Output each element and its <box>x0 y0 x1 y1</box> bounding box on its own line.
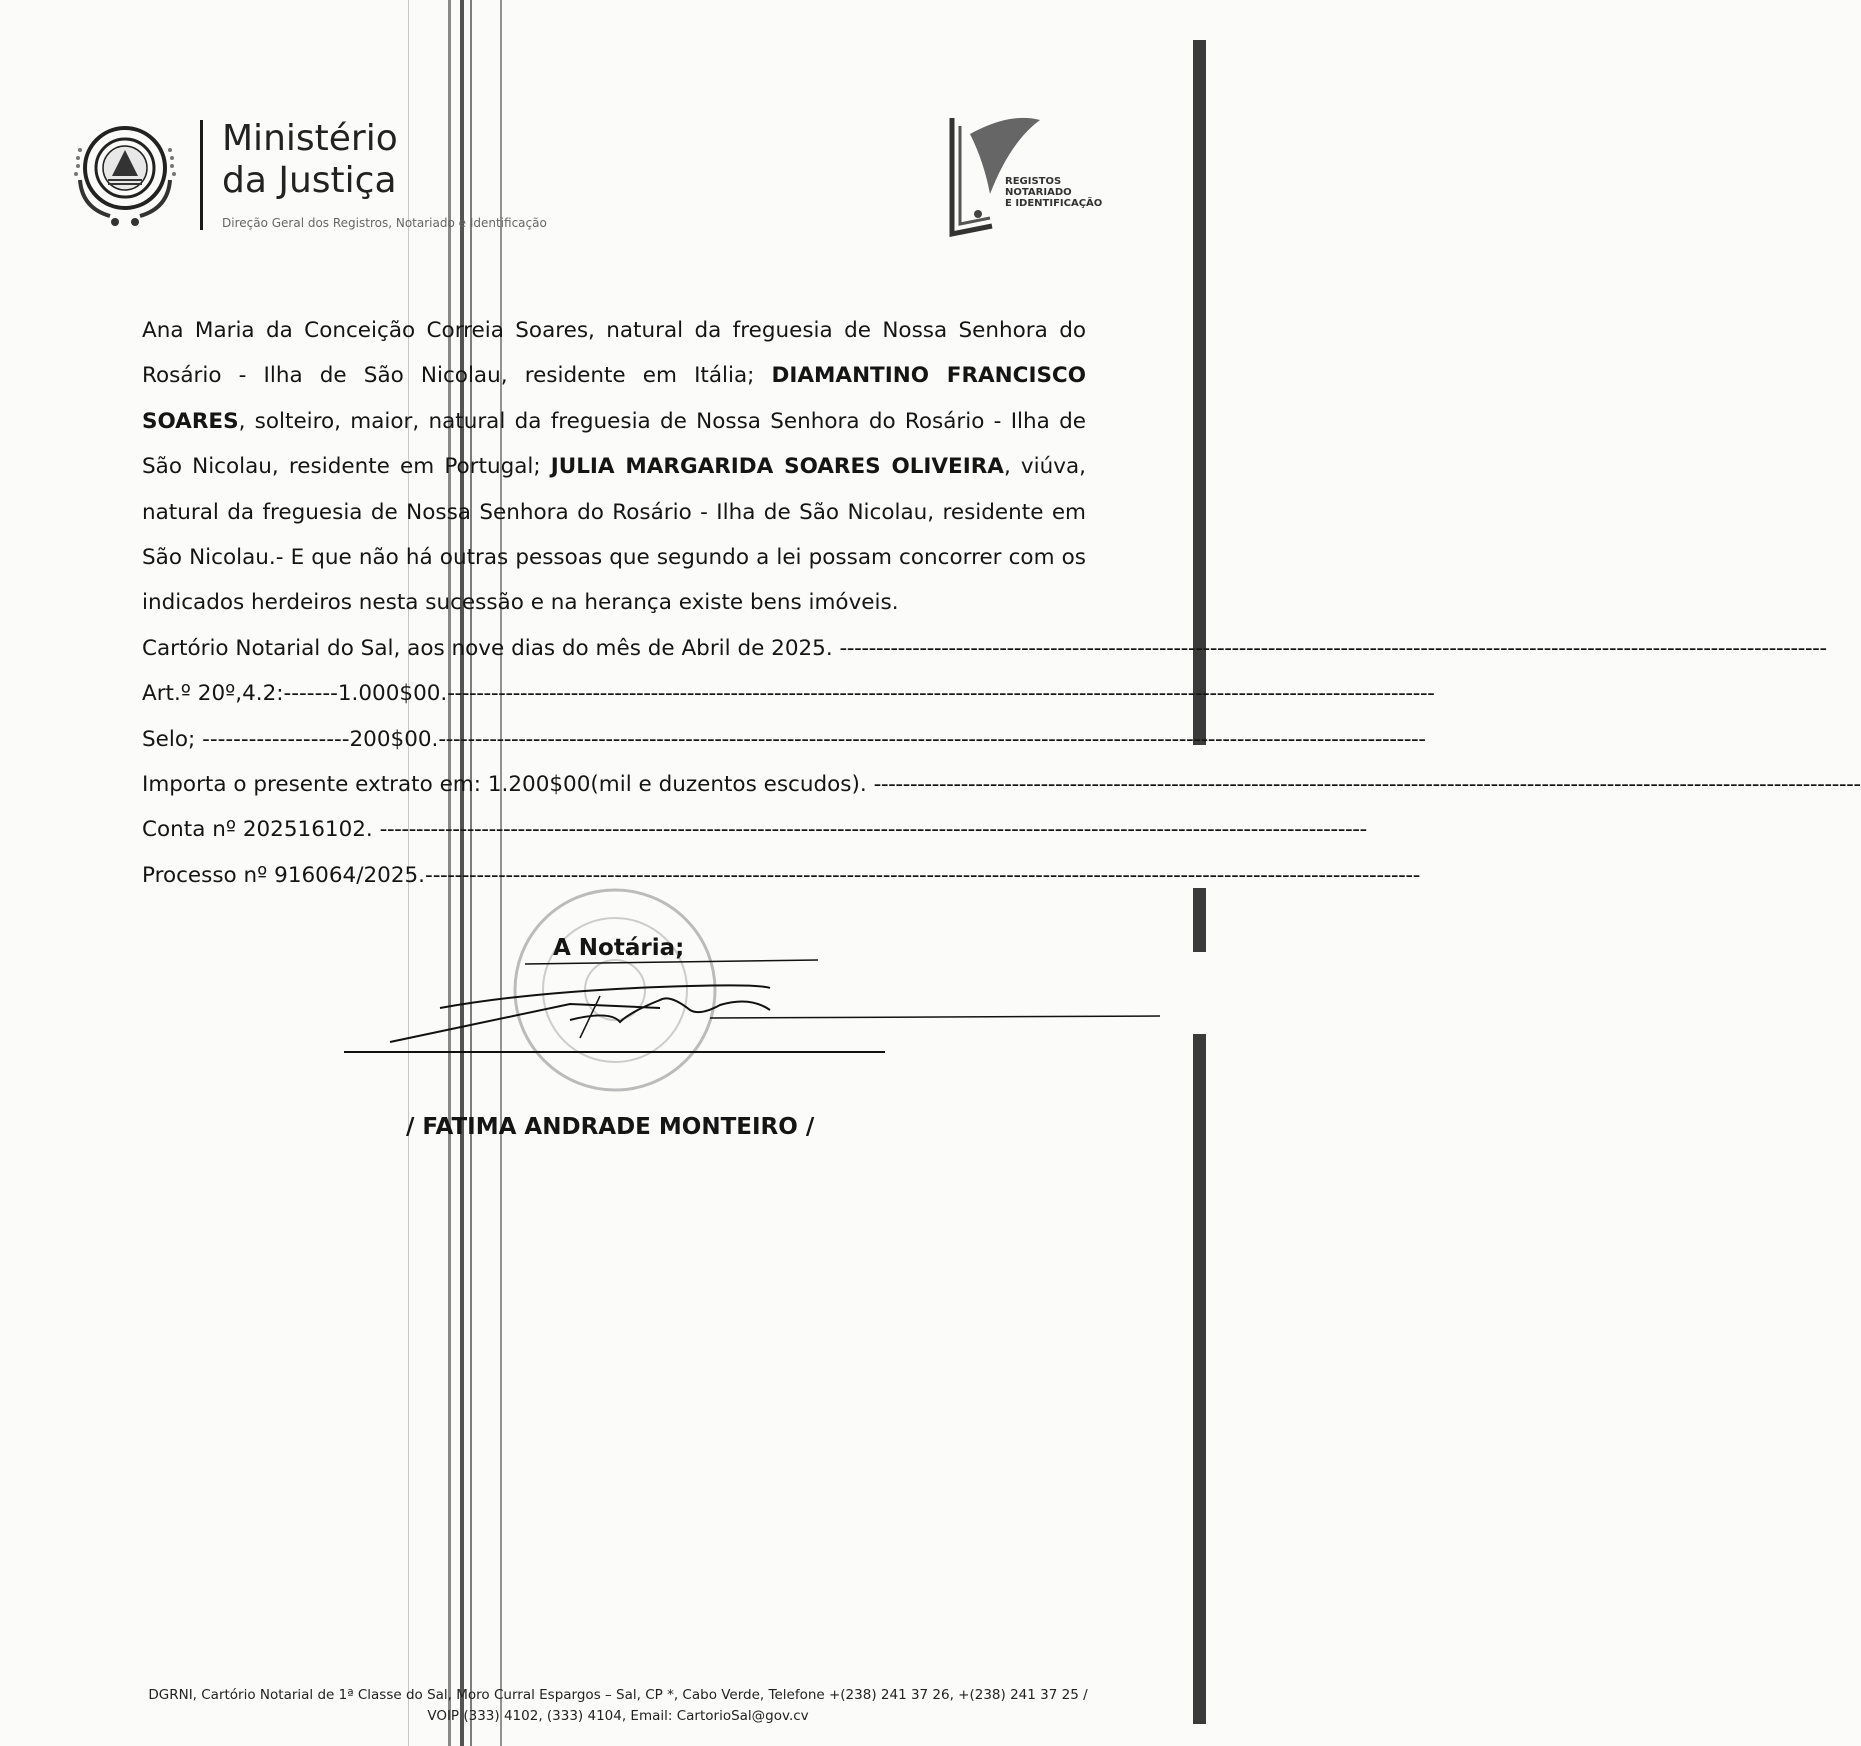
footer-line2: VOIP (333) 4102, (333) 4104, Email: CartorioSal@gov.cv <box>427 1708 809 1724</box>
document-footer <box>100 1685 1136 1727</box>
account-text: Conta nº 202516102. <box>142 817 373 843</box>
paragraph-text: Ana Maria da Conceição Correia Soares, natural da freguesia de Nossa Senhora do Rosário - Ilha de São Nicolau, residente em Itália; <box>142 318 1086 389</box>
rni-logo-text <box>1005 176 1102 209</box>
dash-filler: ---------------------------------------------------------------------------------------------------------------------------------------- <box>432 862 1420 888</box>
ministry-title <box>222 118 398 202</box>
dash-filler: ---------------------------------------------------------------------------------------------------------------------------------------- <box>379 817 1367 843</box>
selo-fee-text: Selo; -------------------200$00. <box>142 726 439 752</box>
dash-filler: ---------------------------------------------------------------------------------------------------------------------------------------- <box>839 635 1827 661</box>
rni-line1: REGISTOS <box>1005 176 1062 187</box>
ministry-divider <box>200 120 203 230</box>
paragraph-text: , solteiro, maior, natural da freguesia de Nossa Senhora do Rosário - Ilha de São Nicolau, residente em Portugal; <box>142 408 1086 480</box>
paragraph-text: , viúva, natural da freguesia de Nossa Senhora do Rosário - Ilha de São Nicolau, residente em São Nicolau.- E que não há outras pessoas que segundo a lei possam concorrer com os indicados herdeiros nesta sucessão e na herança existe bens imóveis. <box>142 454 1086 616</box>
cartorio-text: Cartório Notarial do Sal, aos nove dias do mês de Abril de 2025. <box>142 635 833 661</box>
dash-filler: ---------------------------------------------------------------------------------------------------------------------------------------- <box>438 726 1426 752</box>
notary-name: / FATIMA ANDRADE MONTEIRO / <box>406 1114 815 1140</box>
document-body <box>142 308 1861 898</box>
total-line <box>142 762 1861 807</box>
ministry-subtitle: Direção Geral dos Registros, Notariado e Identificação <box>222 216 547 230</box>
scan-edge-bar <box>1193 1034 1206 1724</box>
dash-filler: ---------------------------------------------------------------------------------------------------------------------------------------- <box>873 772 1861 798</box>
account-line <box>142 807 1367 852</box>
heir-name: DIAMANTINO FRANCISCO SOARES <box>142 363 1086 434</box>
heir-name: JULIA MARGARIDA SOARES OLIVEIRA <box>550 454 1004 480</box>
art-fee-line <box>142 671 1435 716</box>
cartorio-line <box>142 626 1827 671</box>
dash-filler: ---------------------------------------------------------------------------------------------------------------------------------------- <box>447 681 1435 707</box>
ministry-title-line1: Ministério <box>222 118 398 159</box>
art-fee-text: Art.º 20º,4.2:-------1.000$00. <box>142 681 448 707</box>
rni-logo-icon <box>950 112 1040 237</box>
process-text: Processo nº 916064/2025.- <box>142 862 433 888</box>
rni-line2: NOTARIADO <box>1005 187 1072 198</box>
footer-line1: DGRNI, Cartório Notarial de 1ª Classe do Sal, Moro Curral Espargos – Sal, CP *, Cabo Verde, Telefone +(238) 241 37 26, +(238) 241 37 25 / <box>148 1687 1088 1703</box>
ministry-title-line2: da Justiça <box>222 160 397 201</box>
coat-of-arms-icon <box>70 120 180 232</box>
handwritten-signature <box>330 950 1160 1060</box>
selo-fee-line <box>142 717 1426 762</box>
heirs-paragraph <box>142 308 1086 626</box>
signature-title: A Notária; <box>553 935 685 961</box>
rni-line3: E IDENTIFICAÇÃO <box>1005 198 1103 209</box>
total-text: Importa o presente extrato em: 1.200$00(mil e duzentos escudos). <box>142 772 867 798</box>
